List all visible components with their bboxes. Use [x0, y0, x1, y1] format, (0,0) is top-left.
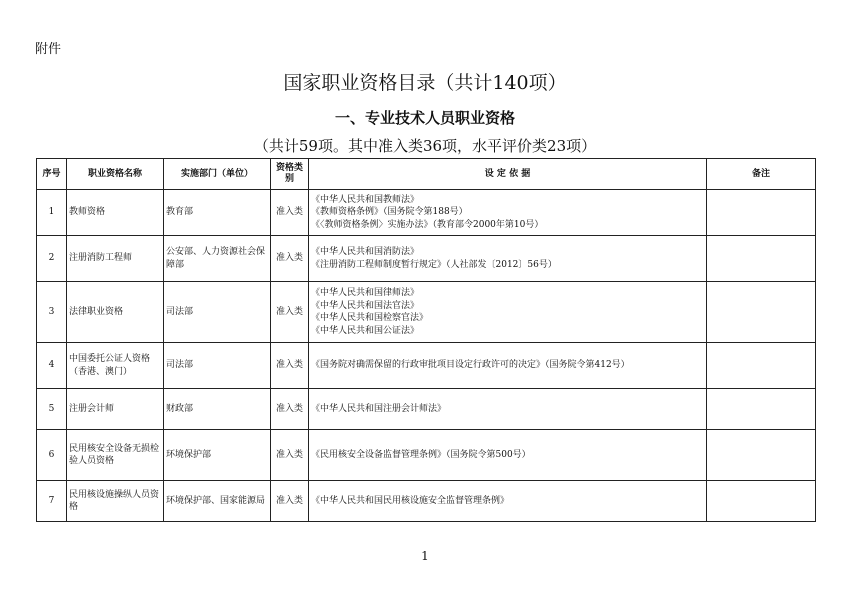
table-row [37, 389, 816, 430]
row-category: 准入类 [271, 389, 309, 430]
row-dept: 公安部、人力资源社会保障部 [164, 236, 271, 282]
row-no: 6 [37, 430, 67, 481]
basis-line: 《民用核安全设备监督管理条例》（国务院令第500号） [311, 449, 531, 460]
basis-line: 《中华人民共和国律师法》 [311, 288, 420, 298]
qualification-table [36, 158, 816, 522]
row-category: 准入类 [271, 282, 309, 343]
row-dept: 财政部 [164, 389, 271, 430]
row-basis [309, 236, 707, 282]
header-name: 职业资格名称 [67, 159, 164, 190]
row-name: 民用核安全设备无损检验人员资格 [67, 430, 164, 481]
basis-line: 《中华人民共和国法官法》 [311, 300, 420, 311]
row-dept: 环境保护部 [164, 430, 271, 481]
basis-line: 《〈教师资格条例〉实施办法》（教育部令2000年第10号） [311, 219, 544, 230]
row-no: 1 [37, 190, 67, 236]
table-row [37, 481, 816, 522]
table-row [37, 343, 816, 389]
basis-line: 《教师资格条例》（国务院令第188号） [311, 207, 468, 218]
row-basis [309, 481, 707, 522]
row-remark [707, 282, 816, 343]
row-category: 准入类 [271, 190, 309, 236]
document-title: 国家职业资格目录（共计140项） [283, 72, 567, 94]
row-no: 3 [37, 282, 67, 343]
row-name: 民用核设施操纵人员资格 [67, 481, 164, 522]
page-number: 1 [421, 549, 429, 563]
basis-line: 《中华人民共和国民用核设施安全监督管理条例》 [311, 495, 510, 506]
table-row [37, 282, 816, 343]
basis-line: 《注册消防工程师制度暂行规定》（人社部发〔2012〕56号） [311, 259, 557, 270]
basis-line: 《中华人民共和国公证法》 [311, 325, 420, 336]
row-dept: 环境保护部、国家能源局 [164, 481, 271, 522]
row-remark [707, 481, 816, 522]
row-remark [707, 190, 816, 236]
table-row [37, 236, 816, 282]
header-basis: 设 定 依 据 [309, 159, 707, 190]
row-name: 注册会计师 [67, 389, 164, 430]
header-dept: 实施部门（单位） [164, 159, 271, 190]
basis-line: 《中华人民共和国检察官法》 [311, 313, 429, 323]
section-subtitle: （共计59项。其中准入类36项，水平评价类23项） [253, 137, 597, 155]
row-name: 中国委托公证人资格（香港、澳门） [67, 343, 164, 389]
row-basis [309, 389, 707, 430]
row-no: 7 [37, 481, 67, 522]
section-title: 一、专业技术人员职业资格 [334, 109, 515, 127]
header-remark: 备注 [707, 159, 816, 190]
row-no: 5 [37, 389, 67, 430]
row-basis [309, 282, 707, 343]
row-category: 准入类 [271, 430, 309, 481]
row-no: 4 [37, 343, 67, 389]
row-remark [707, 343, 816, 389]
row-no: 2 [37, 236, 67, 282]
row-remark [707, 430, 816, 481]
row-dept: 司法部 [164, 282, 271, 343]
row-dept: 司法部 [164, 343, 271, 389]
row-basis [309, 190, 707, 236]
row-basis [309, 430, 707, 481]
row-name: 教师资格 [67, 190, 164, 236]
row-category: 准入类 [271, 343, 309, 389]
row-category: 准入类 [271, 236, 309, 282]
basis-line: 《中华人民共和国教师法》 [311, 194, 420, 205]
header-no: 序号 [37, 159, 67, 190]
header-category: 资格类别 [271, 159, 309, 190]
table-header-row [37, 159, 816, 190]
row-remark [707, 236, 816, 282]
row-basis [309, 343, 707, 389]
row-name: 法律职业资格 [67, 282, 164, 343]
basis-line: 《国务院对确需保留的行政审批项目设定行政许可的决定》（国务院令第412号） [311, 360, 630, 371]
row-remark [707, 389, 816, 430]
attachment-label: 附件 [35, 42, 62, 57]
row-dept: 教育部 [164, 190, 271, 236]
table-row [37, 430, 816, 481]
row-name: 注册消防工程师 [67, 236, 164, 282]
row-category: 准入类 [271, 481, 309, 522]
table-row [37, 190, 816, 236]
basis-line: 《中华人民共和国注册会计师法》 [311, 403, 447, 414]
basis-line: 《中华人民共和国消防法》 [311, 247, 420, 257]
